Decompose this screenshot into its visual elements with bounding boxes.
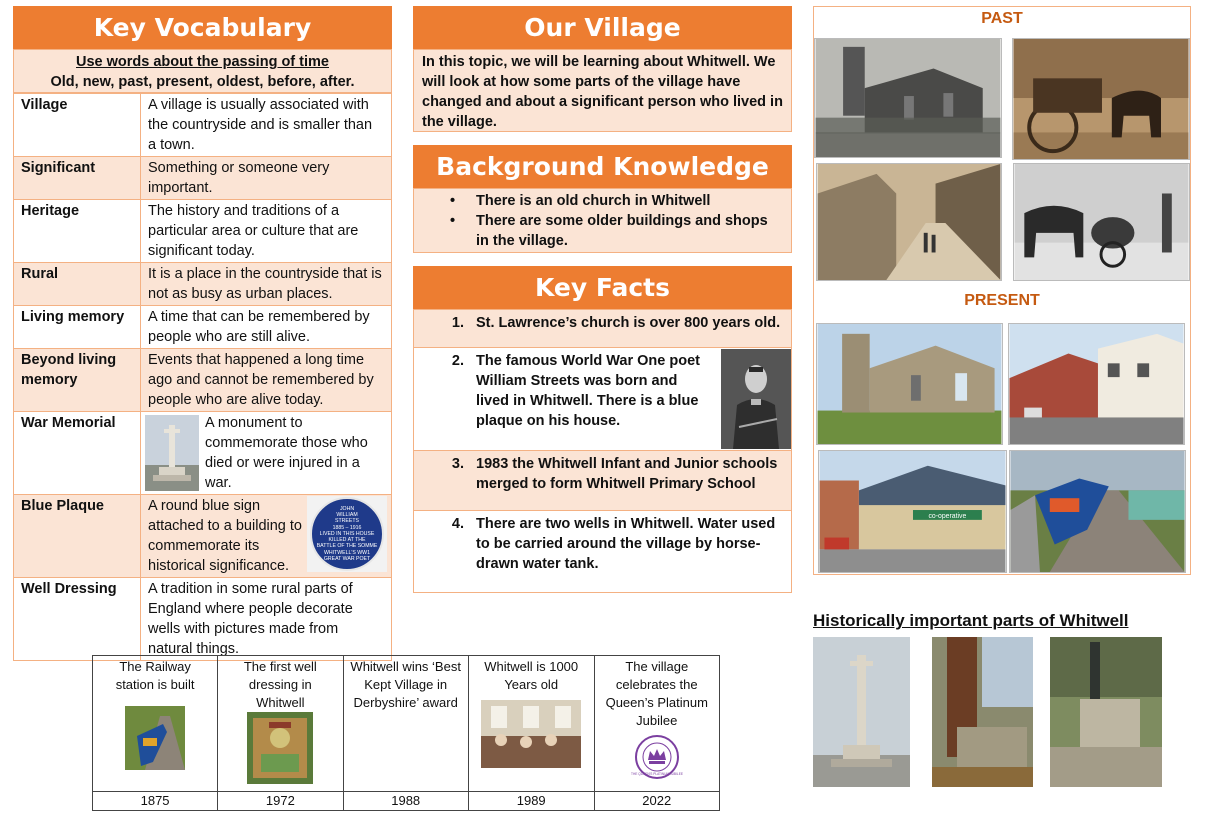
vocab-def: The history and traditions of a particular area or culture that are significant today. (141, 200, 392, 263)
vocab-term: War Memorial (14, 412, 141, 495)
present-church-photo (816, 323, 1003, 445)
vocab-subheading (13, 49, 392, 93)
historic-water-pump-photo (932, 637, 1033, 787)
vocab-def: A monument to commemorate those who died or were injured in a war. (205, 415, 368, 491)
vocab-row (14, 157, 392, 200)
plaque-line: GREAT WAR POET (323, 555, 371, 562)
fact-number: 2. (451, 353, 464, 369)
timeline-year: 1988 (343, 792, 468, 811)
fact-number: 4. (451, 516, 464, 532)
plaque-line: 1885 – 1916 (332, 524, 362, 531)
past-church-photo (814, 38, 1002, 158)
vocab-row (14, 94, 392, 157)
historic-war-memorial-photo (813, 637, 910, 787)
vocab-term: Blue Plaque (14, 495, 141, 578)
timeline-caption: The Railway station is built (115, 659, 195, 692)
vocab-def: A tradition in some rural parts of England where people decorate wells with pictures made from natural things. (141, 578, 392, 661)
timeline-caption: The village celebrates the Queen’s Platinum Jubilee (605, 659, 708, 728)
well-dressing-image (247, 712, 313, 784)
historic-title: Historically important parts of Whitwell (813, 611, 1129, 630)
william-streets-portrait (721, 349, 791, 449)
plaque-line: WILLIAM (336, 512, 358, 519)
jubilee-badge-text: THE QUEEN'S PLATINUM JUBILEE (630, 772, 683, 776)
fact-item (414, 451, 791, 511)
vocab-def: Something or someone very important. (141, 157, 392, 200)
plaque-line: STREETS (335, 518, 359, 525)
railway-station-image (125, 706, 185, 770)
war-memorial-photo (145, 415, 199, 491)
timeline-year: 1989 (468, 792, 594, 811)
fact-item (414, 511, 791, 589)
vocab-def: It is a place in the countryside that is not as busy as urban places. (141, 263, 392, 306)
facts-header: Key Facts (413, 266, 792, 309)
background-item (414, 211, 791, 251)
bullet: • (450, 213, 456, 229)
fact-number: 1. (451, 315, 464, 331)
fact-item (414, 310, 791, 348)
plaque-line: WHITWELL'S WW1 (324, 549, 370, 556)
thousand-years-photo (481, 700, 581, 768)
fact-text: 1983 the Whitwell Infant and Junior schools merged to form Whitwell Primary School (476, 456, 778, 492)
plaque-line: BATTLE OF THE SOMME (316, 543, 378, 550)
vocab-row (14, 495, 392, 578)
vocab-def: A round blue sign attached to a building to commemorate its historical significance. (148, 498, 302, 574)
past-horse-cart-photo (1012, 38, 1190, 160)
present-pub-street-photo (1008, 323, 1185, 445)
vocab-term: Village (14, 94, 141, 157)
vocab-row (14, 263, 392, 306)
timeline-caption: The first well dressing in Whitwell (243, 659, 317, 710)
background-item (414, 191, 791, 211)
background-item-text: There is an old church in Whitwell (476, 193, 711, 209)
timeline-year: 1972 (218, 792, 343, 811)
timeline-cell (594, 656, 719, 792)
plaque-line: KILLED AT THE (328, 537, 366, 544)
blue-plaque-disc (310, 497, 384, 571)
vocab-row (14, 412, 392, 495)
timeline-year: 2022 (594, 792, 719, 811)
vocab-def: A time that can be remembered by people who are still alive. (141, 306, 392, 349)
vocab-term: Significant (14, 157, 141, 200)
present-coop-store-photo (818, 450, 1007, 573)
vocab-row (14, 200, 392, 263)
platinum-jubilee-emblem (630, 734, 683, 780)
fact-text: St. Lawrence’s church is over 800 years old. (476, 315, 781, 331)
vocab-sub-words: Old, new, past, present, oldest, before, after. (50, 74, 355, 90)
plaque-line: LIVED IN THIS HOUSE (319, 530, 375, 537)
timeline-cell (343, 656, 468, 792)
vocab-term: Well Dressing (14, 578, 141, 661)
timeline-year: 1875 (93, 792, 218, 811)
vocab-row (14, 306, 392, 349)
timeline-caption: Whitwell wins ‘Best Kept Village in Derbyshire’ award (350, 659, 461, 710)
timeline (92, 655, 720, 811)
vocab-row (14, 578, 392, 661)
past-street-photo (816, 163, 1002, 281)
past-label: PAST (981, 10, 1023, 27)
present-railway-photo (1009, 450, 1186, 573)
vocab-term: Beyond living memory (14, 349, 141, 412)
vocab-def-with-image (141, 495, 392, 578)
timeline-cell (468, 656, 594, 792)
vocab-term: Living memory (14, 306, 141, 349)
vocab-sub-underlined: Use words about the passing of time (76, 54, 329, 70)
bullet: • (450, 193, 456, 209)
fact-text: There are two wells in Whitwell. Water used to be carried around the village by horse-drawn water tank. (476, 516, 776, 572)
vocab-term: Heritage (14, 200, 141, 263)
vocab-def-with-image (141, 412, 392, 495)
village-text: In this topic, we will be learning about Whitwell. We will look at how some parts of the village have changed and about a significant person who lived in the village. (413, 49, 792, 132)
village-header: Our Village (413, 6, 792, 49)
present-label: PRESENT (964, 292, 1040, 309)
historic-stone-trough-photo (1050, 637, 1162, 787)
vocab-table (13, 93, 392, 661)
vocab-header: Key Vocabulary (13, 6, 392, 49)
vocab-term: Rural (14, 263, 141, 306)
blue-plaque-image (307, 496, 387, 572)
background-list (413, 188, 792, 253)
fact-number: 3. (451, 456, 464, 472)
facts-box (413, 309, 792, 593)
plaque-line: JOHN (339, 506, 355, 513)
coop-sign: co-operative (928, 512, 967, 520)
timeline-caption: Whitwell is 1000 Years old (484, 659, 579, 692)
past-water-tank-cart-photo (1013, 163, 1190, 281)
vocab-def: Events that happened a long time ago and cannot be remembered by people who are alive today. (141, 349, 392, 412)
background-item-text: There are some older buildings and shops in the village. (476, 213, 768, 249)
vocab-row (14, 349, 392, 412)
background-header: Background Knowledge (413, 145, 792, 188)
vocab-def: A village is usually associated with the countryside and is smaller than a town. (141, 94, 392, 157)
timeline-cell (218, 656, 343, 792)
fact-text: The famous World War One poet William Streets was born and lived in Whitwell. There is a blue plaque on his house. (476, 353, 700, 429)
timeline-cell (93, 656, 218, 792)
fact-item (414, 349, 791, 451)
